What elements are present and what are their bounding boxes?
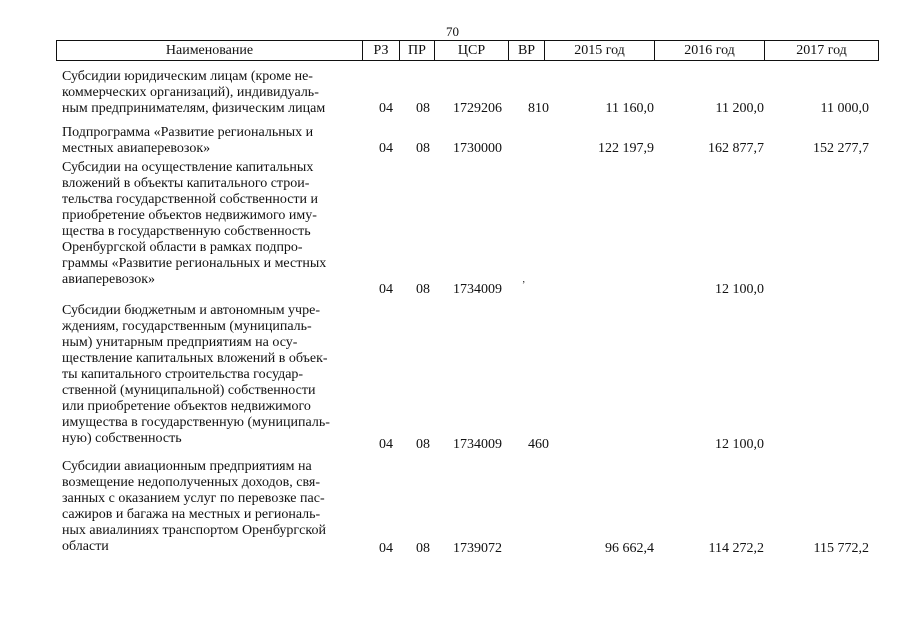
row-pr: 08 bbox=[416, 141, 430, 156]
row-2016: 114 272,2 bbox=[708, 541, 764, 556]
row-vr: 810 bbox=[528, 101, 549, 116]
row-name: Субсидии юридическим лицам (кроме не- коммерческих организаций), индивидуаль- ным предпринимателям, физическим лицам bbox=[62, 69, 326, 116]
row-csr: 1729206 bbox=[453, 101, 502, 116]
column-header-pr: ПР bbox=[400, 41, 435, 61]
row-2015: 122 197,9 bbox=[598, 141, 654, 156]
row-csr: 1734009 bbox=[453, 437, 502, 452]
column-header-2015: 2015 год bbox=[545, 41, 655, 61]
row-rz: 04 bbox=[379, 282, 393, 297]
column-header-2017: 2017 год bbox=[765, 41, 879, 61]
row-csr: 1734009 bbox=[453, 282, 502, 297]
row-name: Субсидии авиационным предприятиям на возмещение недополученных доходов, свя- занных с оказанием услуг по перевозке пас- сажиров и багажа на местных и региональ- ных авиалиниях транспортом Оренбургской области bbox=[62, 459, 326, 554]
row-2016: 162 877,7 bbox=[708, 141, 764, 156]
row-name: Подпрограмма «Развитие региональных и местных авиаперевозок» bbox=[62, 125, 314, 156]
page-number: 70 bbox=[446, 24, 459, 39]
row-pr: 08 bbox=[416, 101, 430, 116]
row-pr: 08 bbox=[416, 282, 430, 297]
row-2017: 11 000,0 bbox=[820, 101, 869, 116]
row-pr: 08 bbox=[416, 541, 430, 556]
row-name: Субсидии бюджетным и автономным учре- ждениям, государственным (муниципаль- ным) унитарным предприятиям на осу- ществление капитальных вложений в объек- ты капитального строительства государ- ственной (муниципальной) собственности или приобретение объектов недвижимого имущества в государственную (муниципаль- ную) собственность bbox=[62, 303, 330, 446]
row-csr: 1739072 bbox=[453, 541, 502, 556]
row-rz: 04 bbox=[379, 541, 393, 556]
row-2015: 96 662,4 bbox=[605, 541, 654, 556]
table-header bbox=[56, 40, 879, 61]
column-header-2016: 2016 год bbox=[655, 41, 765, 61]
row-2017: 115 772,2 bbox=[813, 541, 869, 556]
column-header-csr: ЦСР bbox=[435, 41, 509, 61]
row-rz: 04 bbox=[379, 101, 393, 116]
scan-mark: ’ bbox=[522, 280, 526, 291]
row-2017: 152 277,7 bbox=[813, 141, 869, 156]
row-2015: 11 160,0 bbox=[605, 101, 654, 116]
column-header-rz: РЗ bbox=[363, 41, 400, 61]
row-2016: 12 100,0 bbox=[715, 437, 764, 452]
row-name: Субсидии на осуществление капитальных вложений в объекты капитального строи- тельства государственной собственности и приобретение объектов недвижимого иму- щества в государственную собственность Оренбургской области в рамках подпро- граммы «Развитие региональных и местных авиаперевозок» bbox=[62, 160, 327, 287]
row-pr: 08 bbox=[416, 437, 430, 452]
column-header-name: Наименование bbox=[57, 41, 363, 61]
row-rz: 04 bbox=[379, 437, 393, 452]
row-csr: 1730000 bbox=[453, 141, 502, 156]
row-2016: 12 100,0 bbox=[715, 282, 764, 297]
row-rz: 04 bbox=[379, 141, 393, 156]
row-2016: 11 200,0 bbox=[715, 101, 764, 116]
row-vr: 460 bbox=[528, 437, 549, 452]
column-header-vr: ВР bbox=[509, 41, 545, 61]
